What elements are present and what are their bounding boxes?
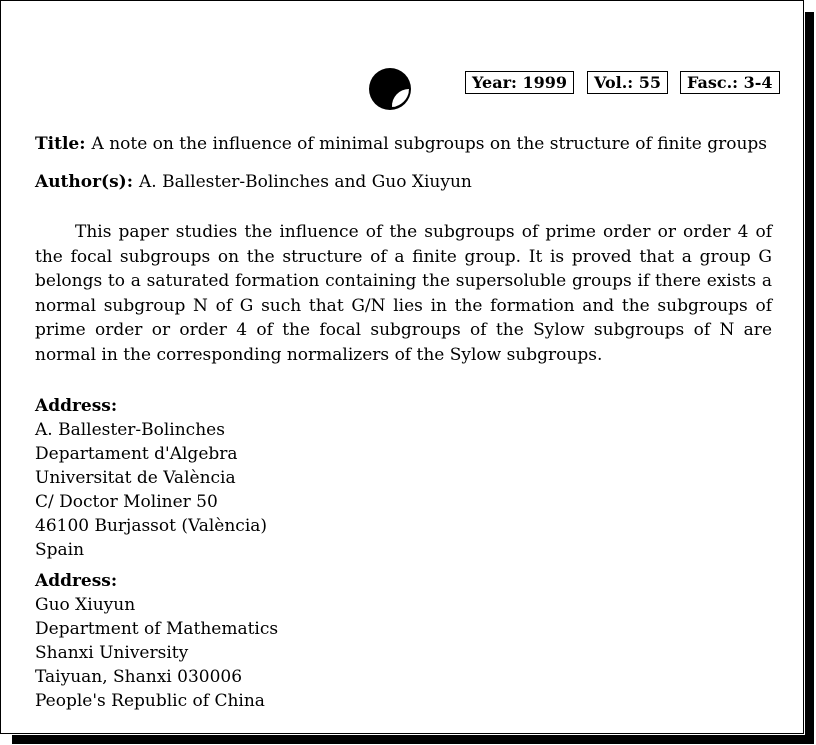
address-heading: Address: [35,396,118,416]
page-shadow-bottom [12,735,814,744]
abstract-text: This paper studies the influence of the subgroups of prime order or order 4 of the focal subgroups on the structure of a finite group. It is proved that a group G belongs to a saturated formation containing the supersoluble groups if there exists a normal subgroup N of G such that G/N lies in the formation and the subgroups of prime order or order 4 of the focal subgroups of the Sylow subgroups of N are normal in the corresponding normalizers of the Sylow subgroups. [35,222,772,365]
volume-box: Vol.: 55 [587,71,668,94]
journal-logo-icon [368,67,412,111]
address-line: Department of Mathematics [35,619,279,639]
title-label: Title: [35,134,86,154]
address-line: Universitat de València [35,468,236,488]
address-line: 46100 Burjassot (València) [35,516,268,536]
address-line: Guo Xiuyun [35,595,136,615]
address-line: C/ Doctor Moliner 50 [35,492,218,512]
address-block-1 [35,394,267,562]
fascicle-box: Fasc.: 3-4 [680,71,780,94]
address-line: A. Ballester-Bolinches [35,420,225,440]
address-block-2 [35,569,278,713]
year-box: Year: 1999 [465,71,574,94]
address-line: People's Republic of China [35,691,265,711]
paper-authors: A. Ballester-Bolinches and Guo Xiuyun [139,172,472,192]
authors-row [35,172,472,192]
page-shadow-right [805,12,814,743]
address-line: Departament d'Algebra [35,444,238,464]
address-line: Taiyuan, Shanxi 030006 [35,667,243,687]
title-row [35,134,767,154]
authors-label: Author(s): [35,172,133,192]
address-line: Spain [35,540,85,560]
address-heading: Address: [35,571,118,591]
paper-title: A note on the influence of minimal subgroups on the structure of finite groups [91,134,768,154]
address-line: Shanxi University [35,643,189,663]
